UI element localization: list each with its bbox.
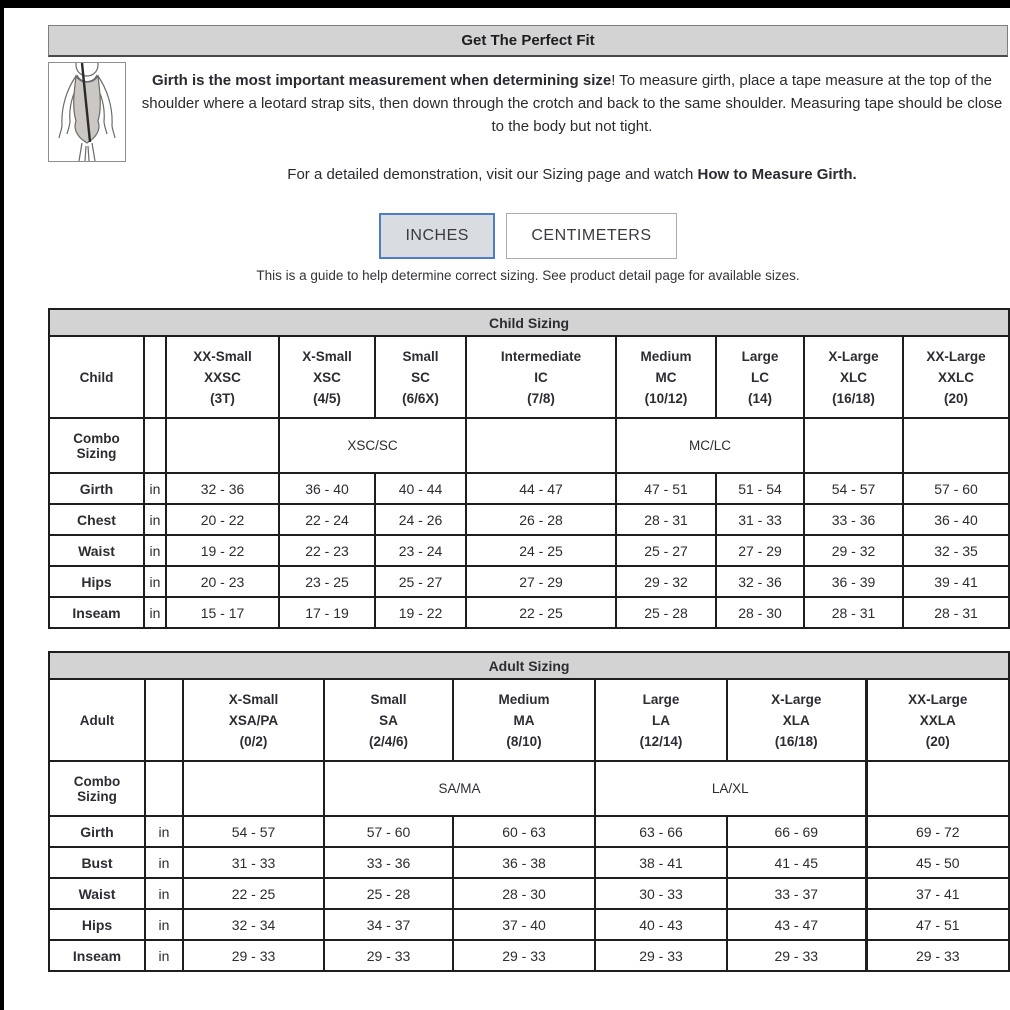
size-cell: 34 - 37 <box>324 909 453 940</box>
size-cell: 29 - 32 <box>804 535 903 566</box>
measure-label: Inseam <box>49 940 145 971</box>
size-cell: 25 - 27 <box>375 566 466 597</box>
size-cell: 28 - 31 <box>804 597 903 628</box>
size-cell: 33 - 37 <box>727 878 866 909</box>
size-cell: 36 - 40 <box>279 473 375 504</box>
size-column-header: X-Small XSA/PA (0/2) <box>183 679 324 761</box>
size-cell: 69 - 72 <box>866 816 1009 847</box>
adult-header-row <box>49 679 1009 761</box>
intro-text <box>126 62 1008 183</box>
size-cell: 24 - 25 <box>466 535 616 566</box>
unit-cell: in <box>144 535 166 566</box>
child-combo-row <box>49 418 1009 473</box>
size-cell: 37 - 41 <box>866 878 1009 909</box>
girth-instructions-rest: ! To measure girth, place a tape measure at the top of the shoulder where a leotard strap sits, then down through the crotch and back to the same shoulder. Measuring tape should be close to the body but not tight. <box>141 72 1003 135</box>
size-cell: 32 - 35 <box>903 535 1009 566</box>
size-cell: 28 - 31 <box>903 597 1009 628</box>
combo-sizing-label: Combo Sizing <box>49 418 144 473</box>
adult-combo-row <box>49 761 1009 816</box>
child-sizing-table <box>48 308 1010 629</box>
size-cell: 32 - 34 <box>183 909 324 940</box>
size-cell: 19 - 22 <box>166 535 279 566</box>
size-cell: 36 - 39 <box>804 566 903 597</box>
size-column-header: X-Large XLA (16/18) <box>727 679 866 761</box>
combo-value: XSC/SC <box>279 418 466 473</box>
unit-toggle <box>48 213 1008 259</box>
adult-table-title: Adult Sizing <box>49 652 1009 679</box>
size-cell: 28 - 30 <box>716 597 804 628</box>
table-row <box>49 940 1009 971</box>
size-column-header: X-Large XLC (16/18) <box>804 336 903 418</box>
window-left-edge <box>0 0 4 1010</box>
measure-label: Bust <box>49 847 145 878</box>
measure-label: Girth <box>49 473 144 504</box>
empty-cell <box>144 418 166 473</box>
combo-value: LA/XL <box>595 761 866 816</box>
adult-row-group-label: Adult <box>49 679 145 761</box>
unit-cell: in <box>144 473 166 504</box>
size-cell: 47 - 51 <box>866 909 1009 940</box>
empty-cell <box>866 761 1009 816</box>
size-cell: 20 - 23 <box>166 566 279 597</box>
demo-note-text: For a detailed demonstration, visit our Sizing page and watch <box>287 166 698 183</box>
size-cell: 19 - 22 <box>375 597 466 628</box>
girth-instructions <box>136 69 1008 138</box>
table-row <box>49 909 1009 940</box>
size-cell: 38 - 41 <box>595 847 727 878</box>
empty-cell <box>145 679 183 761</box>
size-column-header: Intermediate IC (7/8) <box>466 336 616 418</box>
leotard-girth-illustration <box>48 62 126 162</box>
unit-cell: in <box>144 504 166 535</box>
child-header-row <box>49 336 1009 418</box>
demo-note <box>136 166 1008 183</box>
size-cell: 43 - 47 <box>727 909 866 940</box>
size-cell: 57 - 60 <box>324 816 453 847</box>
size-column-header: Small SA (2/4/6) <box>324 679 453 761</box>
size-cell: 25 - 28 <box>324 878 453 909</box>
size-cell: 29 - 33 <box>183 940 324 971</box>
size-cell: 41 - 45 <box>727 847 866 878</box>
size-cell: 54 - 57 <box>804 473 903 504</box>
combo-value: SA/MA <box>324 761 595 816</box>
measure-label: Chest <box>49 504 144 535</box>
page-title: Get The Perfect Fit <box>48 25 1008 57</box>
size-cell: 32 - 36 <box>166 473 279 504</box>
size-cell: 66 - 69 <box>727 816 866 847</box>
size-cell: 17 - 19 <box>279 597 375 628</box>
size-cell: 44 - 47 <box>466 473 616 504</box>
girth-instructions-bold: Girth is the most important measurement when determining size <box>151 72 612 89</box>
size-cell: 47 - 51 <box>616 473 716 504</box>
measure-label: Girth <box>49 816 145 847</box>
empty-cell <box>903 418 1009 473</box>
empty-cell <box>183 761 324 816</box>
size-column-header: Large LC (14) <box>716 336 804 418</box>
unit-cell: in <box>144 566 166 597</box>
size-cell: 29 - 33 <box>324 940 453 971</box>
adult-sizing-table <box>48 651 1010 972</box>
size-cell: 37 - 40 <box>453 909 595 940</box>
size-cell: 23 - 25 <box>279 566 375 597</box>
child-table-title: Child Sizing <box>49 309 1009 336</box>
table-row <box>49 535 1009 566</box>
measure-label: Waist <box>49 878 145 909</box>
guide-note: This is a guide to help determine correct sizing. See product detail page for available sizes. <box>256 268 800 283</box>
size-column-header: Medium MC (10/12) <box>616 336 716 418</box>
size-cell: 23 - 24 <box>375 535 466 566</box>
combo-sizing-label: Combo Sizing <box>49 761 145 816</box>
empty-cell <box>144 336 166 418</box>
unit-cell: in <box>144 597 166 628</box>
size-cell: 24 - 26 <box>375 504 466 535</box>
unit-cell: in <box>145 847 183 878</box>
size-cell: 32 - 36 <box>716 566 804 597</box>
size-cell: 29 - 32 <box>616 566 716 597</box>
empty-cell <box>466 418 616 473</box>
size-column-header: Medium MA (8/10) <box>453 679 595 761</box>
size-cell: 15 - 17 <box>166 597 279 628</box>
size-cell: 29 - 33 <box>866 940 1009 971</box>
size-cell: 29 - 33 <box>595 940 727 971</box>
size-cell: 60 - 63 <box>453 816 595 847</box>
unit-cell: in <box>145 816 183 847</box>
unit-cell: in <box>145 909 183 940</box>
inches-button[interactable]: INCHES <box>379 213 494 259</box>
size-cell: 54 - 57 <box>183 816 324 847</box>
table-row <box>49 504 1009 535</box>
size-cell: 25 - 28 <box>616 597 716 628</box>
size-column-header: XX-Large XXLC (20) <box>903 336 1009 418</box>
size-cell: 40 - 44 <box>375 473 466 504</box>
size-cell: 30 - 33 <box>595 878 727 909</box>
size-column-header: XX-Small XXSC (3T) <box>166 336 279 418</box>
size-cell: 22 - 23 <box>279 535 375 566</box>
size-cell: 29 - 33 <box>727 940 866 971</box>
size-column-header: Large LA (12/14) <box>595 679 727 761</box>
size-cell: 28 - 31 <box>616 504 716 535</box>
unit-cell: in <box>145 878 183 909</box>
sizing-page <box>48 25 1008 972</box>
size-cell: 27 - 29 <box>466 566 616 597</box>
table-row <box>49 566 1009 597</box>
table-row <box>49 473 1009 504</box>
table-row <box>49 816 1009 847</box>
measure-label: Hips <box>49 909 145 940</box>
table-row <box>49 847 1009 878</box>
size-cell: 40 - 43 <box>595 909 727 940</box>
size-cell: 31 - 33 <box>183 847 324 878</box>
size-cell: 33 - 36 <box>804 504 903 535</box>
size-cell: 22 - 25 <box>183 878 324 909</box>
size-cell: 20 - 22 <box>166 504 279 535</box>
combo-value: MC/LC <box>616 418 804 473</box>
demo-note-bold: How to Measure Girth. <box>697 166 857 183</box>
size-column-header: Small SC (6/6X) <box>375 336 466 418</box>
intro-section <box>48 62 1008 183</box>
empty-cell <box>166 418 279 473</box>
size-cell: 26 - 28 <box>466 504 616 535</box>
table-row <box>49 878 1009 909</box>
child-row-group-label: Child <box>49 336 144 418</box>
size-cell: 57 - 60 <box>903 473 1009 504</box>
size-cell: 36 - 38 <box>453 847 595 878</box>
size-cell: 63 - 66 <box>595 816 727 847</box>
size-cell: 36 - 40 <box>903 504 1009 535</box>
window-top-edge <box>0 0 1010 8</box>
size-cell: 31 - 33 <box>716 504 804 535</box>
size-cell: 45 - 50 <box>866 847 1009 878</box>
empty-cell <box>804 418 903 473</box>
size-cell: 22 - 24 <box>279 504 375 535</box>
centimeters-button[interactable]: CENTIMETERS <box>506 213 676 259</box>
size-column-header: XX-Large XXLA (20) <box>866 679 1009 761</box>
size-cell: 39 - 41 <box>903 566 1009 597</box>
leotard-figure-icon <box>49 63 125 161</box>
unit-cell: in <box>145 940 183 971</box>
size-cell: 33 - 36 <box>324 847 453 878</box>
table-row <box>49 597 1009 628</box>
empty-cell <box>145 761 183 816</box>
size-column-header: X-Small XSC (4/5) <box>279 336 375 418</box>
size-cell: 29 - 33 <box>453 940 595 971</box>
size-cell: 28 - 30 <box>453 878 595 909</box>
size-cell: 25 - 27 <box>616 535 716 566</box>
size-cell: 27 - 29 <box>716 535 804 566</box>
measure-label: Inseam <box>49 597 144 628</box>
measure-label: Hips <box>49 566 144 597</box>
size-cell: 22 - 25 <box>466 597 616 628</box>
size-cell: 51 - 54 <box>716 473 804 504</box>
measure-label: Waist <box>49 535 144 566</box>
